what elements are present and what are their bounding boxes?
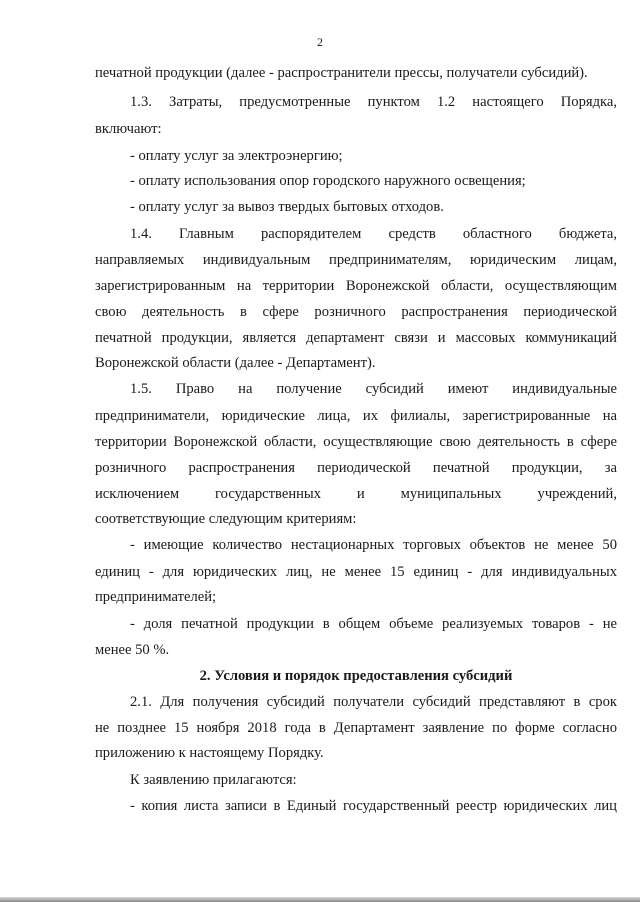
- text-line: менее 50 %.: [95, 642, 170, 658]
- text-line: - оплату использования опор городского наружного освещения;: [130, 173, 526, 189]
- text-line: свою деятельность в сфере розничного распространения периодической: [95, 304, 617, 320]
- text-line: - имеющие количество нестационарных торговых объектов не менее 50: [130, 537, 617, 553]
- text-line: единиц - для юридических лиц, не менее 15 единиц - для индивидуальных: [95, 564, 617, 580]
- text-line: предпринимателей;: [95, 589, 217, 605]
- text-line: - доля печатной продукции в общем объеме реализуемых товаров - не: [130, 616, 617, 632]
- text-line: направляемых индивидуальным предпринимателям, юридическим лицам,: [95, 252, 617, 268]
- text-line: не позднее 15 ноября 2018 года в Департамент заявление по форме согласно: [95, 720, 617, 736]
- text-line: 1.3. Затраты, предусмотренные пунктом 1.2 настоящего Порядка,: [130, 94, 617, 110]
- text-line: территории Воронежской области, осуществляющие свою деятельность в сфере: [95, 434, 617, 450]
- page-number: 2: [317, 35, 323, 49]
- text-line: печатной продукции, является департамент связи и массовых коммуникаций: [95, 330, 617, 346]
- text-line: К заявлению прилагаются:: [130, 772, 297, 788]
- text-line: соответствующие следующим критериям:: [95, 511, 357, 527]
- text-line: - копия листа записи в Единый государственный реестр юридических лиц: [130, 798, 617, 814]
- text-line: - оплату услуг за электроэнергию;: [130, 148, 343, 164]
- text-line: исключением государственных и муниципальных учреждений,: [95, 486, 617, 502]
- text-line: зарегистрированным на территории Воронежской области, осуществляющим: [95, 278, 617, 294]
- section-heading: 2. Условия и порядок предоставления субсидий: [199, 668, 513, 684]
- scan-edge: [0, 897, 640, 902]
- text-line: - оплату услуг за вывоз твердых бытовых отходов.: [130, 199, 444, 215]
- text-line: 2.1. Для получения субсидий получатели субсидий представляют в срок: [130, 694, 617, 710]
- text-line: 1.4. Главным распорядителем средств областного бюджета,: [130, 226, 617, 242]
- text-line: печатной продукции (далее - распространители прессы, получатели субсидий).: [95, 65, 588, 81]
- text-line: включают:: [95, 121, 162, 137]
- text-line: розничного распространения периодической печатной продукции, за: [95, 460, 617, 476]
- text-line: приложению к настоящему Порядку.: [95, 745, 324, 761]
- text-line: Воронежской области (далее - Департамент).: [95, 355, 376, 371]
- text-line: предприниматели, юридические лица, их филиалы, зарегистрированные на: [95, 408, 617, 424]
- text-line: 1.5. Право на получение субсидий имеют индивидуальные: [130, 381, 617, 397]
